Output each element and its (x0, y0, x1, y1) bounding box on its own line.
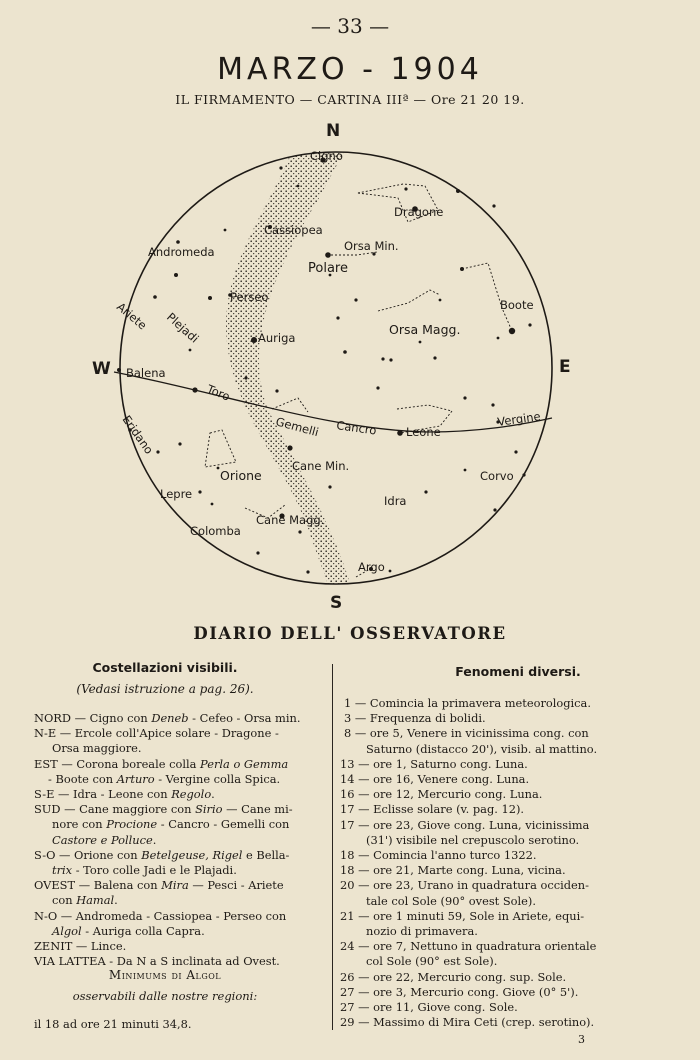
label-cancro: Cancro (335, 418, 378, 438)
list-item: 17 — ore 23, Giove cong. Luna, vicinissima (340, 817, 590, 832)
folio-number: 3 (578, 1033, 585, 1046)
phenomena-list (340, 696, 694, 1030)
list-item: tale col Sole (90° ovest Sole). (366, 893, 536, 908)
label-idra: Idra (384, 494, 407, 508)
list-item: 17 — Eclisse solare (v. pag. 12). (340, 802, 525, 817)
label-cane-min: Cane Min. (292, 459, 350, 473)
list-item: EST — Corona boreale colla Perla o Gemma (34, 756, 289, 771)
algol-minimum: il 18 ad ore 21 minuti 34,8. (34, 1017, 192, 1031)
list-item: N-O — Andromeda - Cassiopea - Perseo con (34, 908, 287, 923)
list-item: 8 — ore 5, Venere in vicinissima cong. con (344, 726, 589, 741)
list-item: Orsa maggiore. (52, 741, 142, 756)
list-item: 27 — ore 11, Giove cong. Sole. (340, 1000, 518, 1015)
list-item: Algol - Auriga colla Capra. (52, 923, 205, 938)
list-item: 27 — ore 3, Mercurio cong. Giove (0° 5'). (340, 984, 579, 999)
label-andromeda: Andromeda (148, 245, 215, 259)
label-auriga: Auriga (258, 331, 296, 345)
list-item: Castore e Polluce. (52, 832, 157, 847)
list-item: nore con Procione - Cancro - Gemelli con (52, 817, 290, 832)
label-dragone: Dragone (394, 205, 444, 219)
list-item: 26 — ore 22, Mercurio cong. sup. Sole. (340, 969, 567, 984)
list-item: 18 — Comincia l'anno turco 1322. (340, 848, 537, 863)
label-boote: Boote (500, 298, 534, 312)
label-corvo: Corvo (480, 469, 514, 483)
list-item: 3 — Frequenza di bolidi. (344, 711, 486, 726)
label-cassiopea: Cassiopea (264, 223, 323, 237)
list-item: Saturno (distacco 20'), visib. al mattino. (366, 741, 598, 756)
list-item: 1 — Comincia la primavera meteorologica. (344, 696, 591, 710)
label-perseo: Perseo (230, 290, 269, 304)
label-vergine: Vergine (496, 409, 542, 429)
list-item: 18 — ore 21, Marte cong. Luna, vicina. (340, 863, 566, 878)
left-heading: Costellazioni visibili. (92, 660, 238, 675)
list-item: 21 — ore 1 minuti 59, Sole in Ariete, equi- (340, 908, 585, 923)
compass-east: E (559, 357, 571, 377)
list-item: 13 — ore 1, Saturno cong. Luna. (340, 756, 528, 771)
constellation-list (34, 711, 330, 969)
label-argo: Argo (358, 560, 385, 574)
sky-circle (120, 152, 552, 584)
list-item: SUD — Cane maggiore con Sirio — Cane mi- (34, 802, 293, 817)
list-item: S-O — Orione con Betelgeuse, Rigel e Bella- (34, 847, 290, 862)
label-ariete: Ariete (114, 299, 150, 333)
list-item: VIA LATTEA - Da N a S inclinata ad Ovest. (34, 954, 280, 969)
label-polare: Polare (308, 261, 348, 276)
list-item: - Boote con Arturo - Vergine colla Spica. (48, 771, 281, 786)
label-balena: Balena (126, 366, 166, 380)
label-orione: Orione (220, 468, 262, 483)
compass-south: S (330, 593, 343, 613)
list-item: (31') visibile nel crepuscolo serotino. (366, 832, 580, 847)
label-toro: Toro (204, 381, 233, 404)
label-gemelli: Gemelli (274, 414, 321, 440)
map-subtitle: IL FIRMAMENTO — CARTINA IIIª — Ore 21 20 19. (175, 92, 525, 107)
list-item: 16 — ore 12, Mercurio cong. Luna. (340, 787, 543, 802)
list-item: 24 — ore 7, Nettuno in quadratura orientale (340, 939, 597, 954)
list-item: N-E — Ercole coll'Apice solare - Dragone - (34, 726, 279, 741)
compass-north: N (326, 121, 341, 141)
label-colomba: Colomba (190, 524, 241, 538)
label-eridano: Eridano (119, 412, 157, 457)
list-item: col Sole (90° est Sole). (366, 954, 498, 969)
left-note: (Vedasi istruzione a pag. 26). (76, 682, 254, 696)
list-item: NORD — Cigno con Deneb - Cefeo - Orsa min. (34, 711, 301, 725)
label-cane-magg: Cane Magg. (256, 513, 325, 527)
diary-title: DIARIO DELL' OSSERVATORE (193, 624, 507, 643)
ecliptic-line (114, 372, 552, 432)
label-orsa-min: Orsa Min. (344, 239, 399, 253)
list-item: 14 — ore 16, Venere cong. Luna. (340, 772, 530, 787)
list-item: S-E — Idra - Leone con Regolo. (34, 787, 215, 802)
label-leone: Leone (406, 425, 441, 439)
label-orsa-magg: Orsa Magg. (389, 322, 461, 337)
right-heading: Fenomeni diversi. (455, 664, 581, 679)
list-item: trix - Toro colle Jadi e le Plajadi. (52, 863, 237, 878)
algol-subtitle: osservabili dalle nostre regioni: (72, 989, 258, 1003)
list-item: con Hamal. (52, 893, 118, 908)
list-item: 20 — ore 23, Urano in quadratura occiden- (340, 878, 589, 893)
column-divider (332, 664, 333, 1030)
label-lepre: Lepre (160, 487, 193, 501)
list-item: OVEST — Balena con Mira — Pesci - Ariete (34, 878, 284, 893)
list-item: ZENIT — Lince. (34, 939, 127, 954)
compass-west: W (92, 359, 111, 379)
page-number: — 33 — (310, 14, 390, 38)
list-item: nozio di primavera. (366, 924, 478, 939)
page-title: MARZO - 1904 (217, 52, 483, 87)
label-cigno: Cigno (310, 149, 343, 163)
label-plejadi: Plejadi (163, 309, 202, 346)
algol-title: Minimums di Algol (108, 968, 222, 982)
list-item: 29 — Massimo di Mira Ceti (crep. serotino). (340, 1015, 595, 1030)
